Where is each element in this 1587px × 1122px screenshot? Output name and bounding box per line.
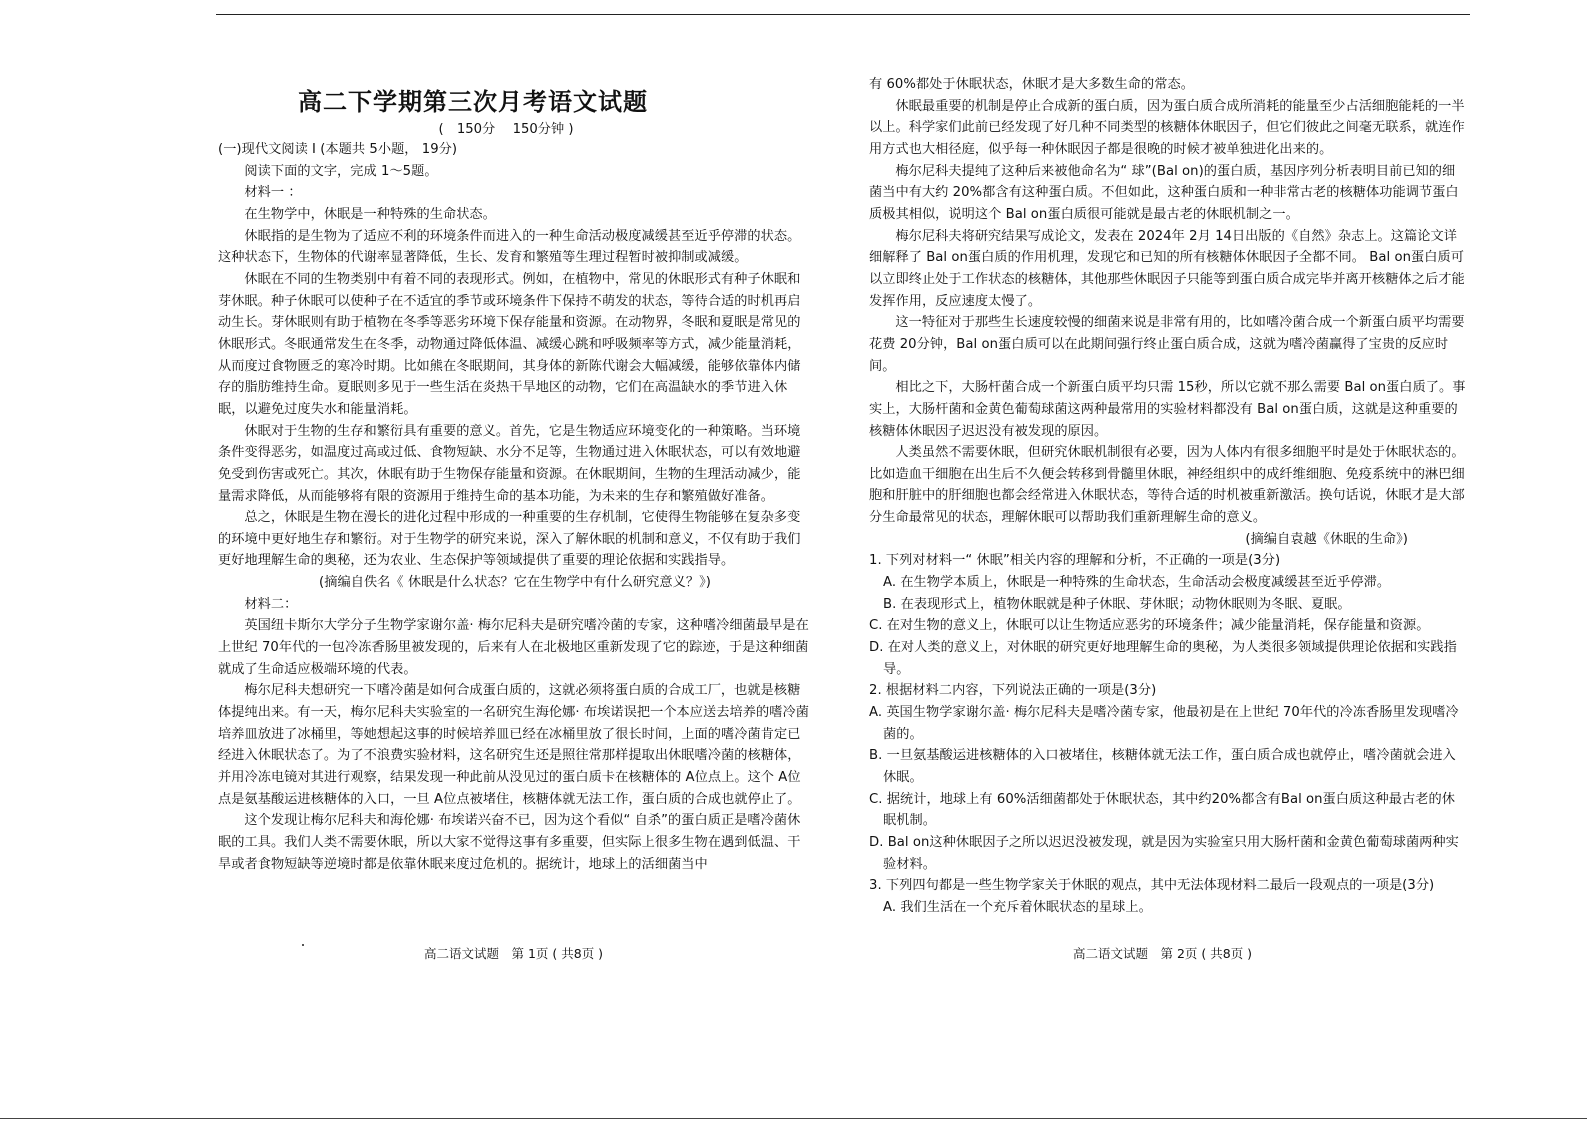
bottom-rule (0, 1118, 1587, 1119)
paragraph: 材料二： (244, 596, 298, 612)
paragraph: 休眠最重要的机制是停止合成新的蛋白质，因为蛋白质合成所消耗的能量至少占活细胞能耗的一半以上。科学家们此前已经发现了好几种不同类型的核糖体休眠因子，但它们彼此之间毫无联系，就连作用方式也大相径庭，似乎每一种休眠因子都是很晚的时候才被单独进化出来的。 (869, 98, 1465, 157)
paragraph: (一)现代文阅读 I (本题共 5小题， 19分) (218, 142, 458, 157)
paragraph: 总之，休眠是生物在漫长的进化过程中形成的一种重要的生存机制，它使得生物能够在复杂多变的环境中更好地生存和繁衍。对于生物学的研究来说，深入了解休眠的机制和意义，不仅有助于我们更好地理解生命的奥秘，还为农业、生态保护等领域提供了重要的理论依据和实践指导。 (218, 510, 801, 569)
paragraph: D. Bal on这种休眠因子之所以迟迟没被发现，就是因为实验室只用大肠杆菌和金黄色葡萄球菌两种实验材料。 (869, 834, 1459, 872)
left-column (218, 139, 812, 875)
score-line: ( 150分 150分钟 ) (438, 122, 574, 137)
exam-title: 高二下学期第三次月考语文试题 (298, 88, 648, 116)
paragraph: A. 在生物学本质上，休眠是一种特殊的生命状态，生命活动会极度减缓甚至近乎停滞。 (883, 575, 1391, 591)
paragraph: 人类虽然不需要休眠，但研究休眠机制很有必要，因为人体内有很多细胞平时是处于休眠状态的。比如造血干细胞在出生后不久便会转移到骨髓里休眠，神经组织中的成纤维细胞、免疫系统中的淋巴细胞和肝脏中的肝细胞也都会经常进入休眠状态，等待合适的时机被重新激活。换句话说，休眠才是大部分生命最常见的状态，理解休眠可以帮助我们重新理解生命的意义。 (869, 445, 1465, 526)
footer-page-2: 高二语文试题 第 2页 ( 共8页 ) (1073, 946, 1253, 961)
paragraph: 梅尔尼科夫想研究一下嗜冷菌是如何合成蛋白质的，这就必须将蛋白质的合成工厂，也就是核糖体提纯出来。有一天，梅尔尼科夫实验室的一名研究生海伦娜· 布埃诺误把一个本应送去培养的嗜冷菌培养皿放进了冰桶里，等她想起这事的时候培养皿已经在冰桶里放了很长时间，上面的嗜冷菌肯定已经进入休眠状态了。为了不浪费实验材料，这名研究生还是照往常那样提取出休眠嗜冷菌的核糖体，并用冷冻电镜对其进行观察，结果发现一种此前从没见过的蛋白质卡在核糖体的 A位点上。这个 A位点是氨基酸运进核糖体的入口，一旦 A位点被堵住，核糖体就无法工作，蛋白质的合成也就停止了。 (218, 683, 809, 807)
right-column (869, 74, 1466, 919)
paragraph: 休眠对于生物的生存和繁衍具有重要的意义。首先，它是生物适应环境变化的一种策略。当环境条件变得恶劣，如温度过高或过低、食物短缺、水分不足等，生物通过进入休眠状态，可以有效地避免受到伤害或死亡。其次，休眠有助于生物保存能量和资源。在休眠期间，生物的生理活动减少，能量需求降低，从而能够将有限的资源用于维持生命的基本功能，为未来的生存和繁殖做好准备。 (218, 423, 801, 504)
paragraph: 3. 下列四句都是一些生物学家关于休眠的观点，其中无法体现材料二最后一段观点的一项是(3分) (869, 878, 1435, 894)
paragraph: (摘编自袁越《休眠的生命》) (1245, 531, 1408, 547)
paragraph: D. 在对人类的意义上，对休眠的研究更好地理解生命的奥秘，为人类很多领域提供理论依据和实践指导。 (869, 640, 1457, 677)
paragraph: 2. 根据材料二内容，下列说法正确的一项是(3分) (869, 683, 1157, 699)
paragraph: (摘编自佚名《 休眠是什么状态？它在生物学中有什么研究意义？》) (319, 575, 711, 591)
paragraph: 英国纽卡斯尔大学分子生物学家谢尔盖· 梅尔尼科夫是研究嗜冷菌的专家，这种嗜冷细菌最早是在上世纪 70年代的一包冷冻香肠里被发现的，后来有人在北极地区重新发现了它的踪迹，于是这种细菌就成了生命适应极端环境的代表。 (218, 618, 809, 677)
paragraph: 这个发现让梅尔尼科夫和海伦娜· 布埃诺兴奋不已，因为这个看似“ 自杀”的蛋白质正是嗜冷菌休眠的工具。我们人类不需要休眠，所以大家不觉得这事有多重要，但实际上很多生物在遇到低温、干旱或者食物短缺等逆境时都是依靠休眠来度过危机的。据统计，地球上的活细菌当中 (218, 813, 801, 872)
paragraph: C. 据统计，地球上有 60%活细菌都处于休眠状态，其中约20%都含有Bal on蛋白质这种最古老的休眠机制。 (869, 791, 1455, 829)
top-rule (216, 14, 1470, 15)
paragraph: 1. 下列对材料一“ 休眠”相关内容的理解和分析，不正确的一项是(3分) (869, 553, 1281, 569)
paragraph: C. 在对生物的意义上，休眠可以让生物适应恶劣的环境条件；减少能量消耗，保存能量和资源。 (869, 618, 1430, 634)
paragraph: B. 一旦氨基酸运进核糖体的入口被堵住，核糖体就无法工作，蛋白质合成也就停止，嗜冷菌就会进入休眠。 (869, 748, 1456, 785)
scan-dot (302, 944, 304, 946)
paragraph: A. 我们生活在一个充斥着休眠状态的星球上。 (883, 899, 1152, 915)
footer-page-1: 高二语文试题 第 1页 ( 共8页 ) (424, 946, 604, 961)
paragraph: 休眠指的是生物为了适应不利的环境条件而进入的一种生命活动极度减缓甚至近乎停滞的状态。这种状态下，生物体的代谢率显著降低，生长、发育和繁殖等生理过程暂时被抑制或减缓。 (218, 228, 801, 266)
paragraph: B. 在表现形式上，植物休眠就是种子休眠、芽休眠；动物休眠则为冬眠、夏眠。 (883, 596, 1351, 612)
paragraph: 相比之下，大肠杆菌合成一个新蛋白质平均只需 15秒，所以它就不那么需要 Bal on蛋白质了。事实上，大肠杆菌和金黄色葡萄球菌这两种最常用的实验材料都没有 Bal on蛋白质，这就是这种重要的核糖体休眠因子迟迟没有被发现的原因。 (869, 380, 1466, 439)
paragraph: 阅读下面的文字，完成 1～5题。 (244, 163, 438, 179)
paragraph: 休眠在不同的生物类别中有着不同的表现形式。例如，在植物中，常见的休眠形式有种子休眠和芽休眠。种子休眠可以使种子在不适宜的季节或环境条件下保持不萌发的状态，等待合适的时机再启动生长。芽休眠则有助于植物在冬季等恶劣环境下保存能量和资源。在动物界，冬眠和夏眠是常见的休眠形式。冬眠通常发生在冬季，动物通过降低体温、减缓心跳和呼吸频率等方式，减少能量消耗，从而度过食物匮乏的寒冷时期。比如熊在冬眠期间，其身体的新陈代谢会大幅减缓，能够依靠体内储存的脂肪维持生命。夏眠则多见于一些生活在炎热干旱地区的动物，它们在高温缺水的季节进入休眠，以避免过度失水和能量消耗。 (218, 271, 801, 417)
paragraph: 梅尔尼科夫将研究结果写成论文，发表在 2024年 2月 14日出版的《自然》杂志上。这篇论文详细解释了 Bal on蛋白质的作用机理，发现它和已知的所有核糖体休眠因子全都不同。 Bal on蛋白质可以立即终止处于工作状态的核糖体，其他那些休眠因子只能等到蛋白质合成完毕并离开核糖体之后才能发挥作用，反应速度太慢了。 (869, 228, 1465, 309)
paragraph: 梅尔尼科夫提纯了这种后来被他命名为“ 球”(Bal on)的蛋白质，基因序列分析表明目前已知的细菌当中有大约 20%都含有这种蛋白质。不但如此，这种蛋白质和一种非常古老的核糖体功能调节蛋白质极其相似，说明这个 Bal on蛋白质很可能就是最古老的休眠机制之一。 (869, 163, 1459, 222)
paragraph: 这一特征对于那些生长速度较慢的细菌来说是非常有用的，比如嗜冷菌合成一个新蛋白质平均需要花费 20分钟，Bal on蛋白质可以在此期间强行终止蛋白质合成，这就为嗜冷菌赢得了宝贵的反应时间。 (869, 315, 1465, 374)
paragraph: 材料一 ： (244, 185, 302, 201)
paragraph: A. 英国生物学家谢尔盖· 梅尔尼科夫是嗜冷菌专家，他最初是在上世纪 70年代的冷冻香肠里发现嗜冷菌的。 (869, 705, 1459, 742)
paragraph: 在生物学中，休眠是一种特殊的生命状态。 (244, 206, 496, 222)
paragraph: 有 60%都处于休眠状态，休眠才是大多数生命的常态。 (869, 77, 1194, 92)
